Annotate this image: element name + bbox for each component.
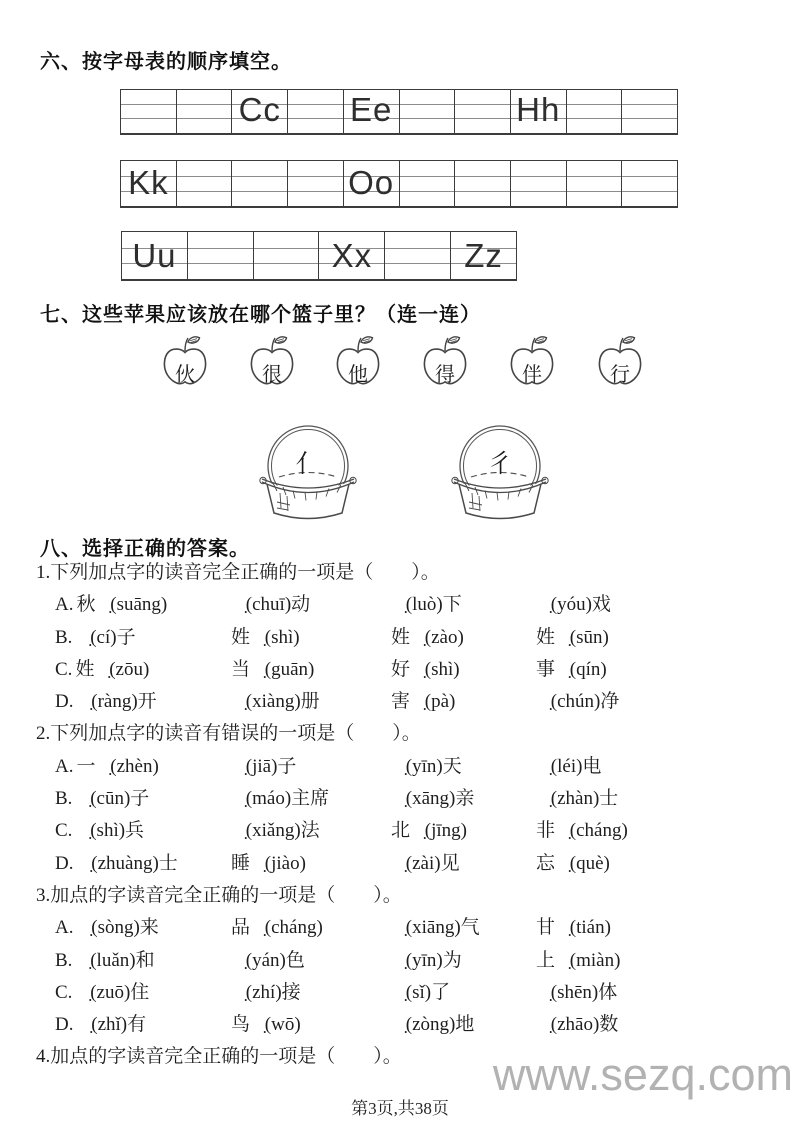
alphabet-row-3 [121,231,517,281]
option-label: B. [55,626,73,648]
question-2-stem: 2.下列加点字的读音有错误的一项是（ ）。 [36,723,421,745]
apple-character: 行 [610,364,630,386]
option-cell [55,751,231,783]
apple-2 [248,336,296,394]
alphabet-letter: Zz [464,237,503,274]
apple-6 [596,336,644,394]
question-4-stem: 4.加点的字读音完全正确的一项是（ ）。 [36,1046,402,1068]
alphabet-cell [511,161,567,206]
option-item: 一阵̣(zhèn) [76,755,159,777]
alphabet-cell [567,90,623,133]
alphabet-cell [344,161,400,206]
alphabet-row-1 [120,89,678,135]
option-item: 战̣(zhàn)士 [536,788,619,810]
option-label: A. [55,594,74,616]
alphabet-cell [567,161,623,206]
option-item: 阴̣(yīn)天 [391,755,462,777]
basket-radical: 亻 [295,451,321,478]
alphabet-cell [319,232,385,279]
option-item: 姓赵̣(zào) [391,626,464,648]
option-label: D. [55,1014,74,1036]
option-label: B. [55,949,73,971]
option-item: 相̣(xiàng)册 [231,691,320,713]
alphabet-cell [288,90,344,133]
alphabet-cell [121,161,177,206]
alphabet-cell [177,90,233,133]
question-2-option-a [36,751,784,783]
apple-character: 很 [262,364,282,386]
option-item: 夹̣(jiā)子 [231,755,297,777]
option-item: 事情̣(qín) [536,658,607,680]
option-item: 北京̣(jīng) [391,820,467,842]
option-item: 捉̣(zuō)住 [75,981,150,1003]
alphabet-cell [254,232,320,279]
option-label: A. [55,917,74,939]
question-1-option-a [36,589,784,621]
option-cell [55,977,231,1009]
question-1-option-d [36,686,784,718]
alphabet-row-2 [120,160,678,208]
alphabet-letter: Xx [331,237,373,274]
option-label: C. [55,658,73,680]
option-item: 上面̣(miàn) [536,949,621,971]
option-item: 甘甜̣(tián) [536,917,611,939]
alphabet-cell [400,161,456,206]
alphabet-cell [288,161,344,206]
option-label: A. [55,755,74,777]
option-cell [55,815,231,847]
alphabet-cell [177,161,233,206]
option-item: 雷̣(léi)电 [536,755,602,777]
option-item: 让̣(ràng)开 [76,691,157,713]
option-item: 乡̣(xāng)亲 [391,788,475,810]
option-cell [55,783,231,815]
alphabet-cell [455,90,511,133]
option-item: 吹̣(chuī)动 [231,594,311,616]
option-item: 想̣(xiǎng)法 [231,820,320,842]
question-2-option-d [36,848,784,880]
option-item: 好事̣(shì) [391,658,460,680]
alphabet-letter: Kk [128,164,169,201]
apple-character: 他 [348,364,368,386]
question-3-option-b [36,945,784,977]
alphabet-cell [400,90,456,133]
question-1-option-c [36,654,784,686]
option-item: 当官̣(guān) [231,658,315,680]
question-3-option-c [36,977,784,1009]
option-item: 村̣(cūn)子 [75,788,150,810]
option-item: 招̣(zhāo)数 [536,1014,619,1036]
alphabet-cell [385,232,451,279]
option-item: 颜̣(yán)色 [231,949,305,971]
option-item: 鸟窝̣(wō) [231,1014,301,1036]
option-item: 真̣(zhí)接 [231,981,301,1003]
alphabet-letter: Oo [348,164,395,201]
watermark-text: www.sezq.com [492,1049,793,1100]
option-item: 身̣(shēn)体 [536,981,618,1003]
question-1-option-b [36,622,784,654]
alphabet-letter: Cc [238,91,281,128]
option-cell [55,622,231,654]
basket-radical: 彳 [487,451,513,478]
apple-5 [508,336,556,394]
option-cell [55,1009,231,1041]
apple-character: 得 [435,364,455,386]
question-3-option-d [36,1009,784,1041]
option-label: B. [55,788,73,810]
option-item: 非常̣(cháng) [536,820,628,842]
apple-3 [334,336,382,394]
option-cell [55,654,231,686]
option-item: 品尝̣(cháng) [231,917,323,939]
option-item: 士̣(shì)兵 [75,820,145,842]
alphabet-cell [121,90,177,133]
option-cell [55,686,231,718]
option-label: D. [55,691,74,713]
option-item: 落̣(luò)下 [391,594,462,616]
alphabet-cell [232,90,288,133]
option-item: 睡觉̣(jiào) [231,852,306,874]
section-8-title: 八、选择正确的答案。 [40,538,250,560]
option-item: 毛̣(máo)主席 [231,788,330,810]
alphabet-cell [622,90,678,133]
option-item: 姓氏̣(shì) [231,626,300,648]
question-3-stem: 3.加点的字读音完全正确的一项是（ ）。 [36,884,402,906]
question-3-option-a [36,912,784,944]
option-item: 姓周̣(zōu) [75,658,150,680]
apple-character: 伙 [175,364,195,386]
alphabet-letter: Uu [132,237,177,274]
option-item: 害怕̣(pà) [391,691,456,713]
option-item: 暖̣(luǎn)和 [75,949,155,971]
apple-character: 伴 [522,364,542,386]
option-item: 姓孙̣(sūn) [536,626,609,648]
option-item: 忘却̣(què) [536,852,610,874]
option-item: 游̣(yóu)戏 [536,594,611,616]
option-item: 纯̣(chún)净 [536,691,620,713]
option-label: D. [55,852,74,874]
option-item: 死̣(sǐ)了 [391,981,451,1003]
alphabet-cell [622,161,678,206]
apple-1 [161,336,209,394]
question-2-option-b [36,783,784,815]
apple-4 [421,336,469,394]
option-item: 送̣(sòng)来 [76,917,159,939]
section-7-title: 七、这些苹果应该放在哪个篮子里？（连一连） [40,304,481,326]
option-cell [55,945,231,977]
alphabet-cell [511,90,567,133]
question-2-option-c [36,815,784,847]
alphabet-cell [232,161,288,206]
option-item: 再̣(zài)见 [391,852,460,874]
alphabet-letter: Hh [516,91,561,128]
option-label: C. [55,820,73,842]
alphabet-cell [188,232,254,279]
option-cell [55,848,231,880]
option-label: C. [55,981,73,1003]
page-number-footer: 第3页,共38页 [351,1099,449,1118]
option-cell [55,589,231,621]
alphabet-cell [122,232,188,279]
alphabet-cell [451,232,517,279]
option-item: 只̣(zhǐ)有 [76,1014,147,1036]
option-item: 秋霜̣(suāng) [76,594,168,616]
option-cell [55,912,231,944]
alphabet-letter: Ee [349,91,393,128]
option-item: 香̣(xiāng)气 [391,917,480,939]
alphabet-cell [344,90,400,133]
basket-1 [253,422,363,524]
question-1-stem: 1.下列加点字的读音完全正确的一项是（ ）。 [36,562,440,583]
option-item: 壮̣(zhuàng)士 [76,852,178,874]
questions-block [36,557,784,1074]
basket-2 [445,422,555,524]
option-item: 因̣(yīn)为 [391,949,462,971]
option-item: 池̣(cí)子 [75,626,136,648]
alphabet-cell [455,161,511,206]
section-6-title: 六、按字母表的顺序填空。 [40,51,292,73]
option-item: 种̣(zòng)地 [391,1014,475,1036]
